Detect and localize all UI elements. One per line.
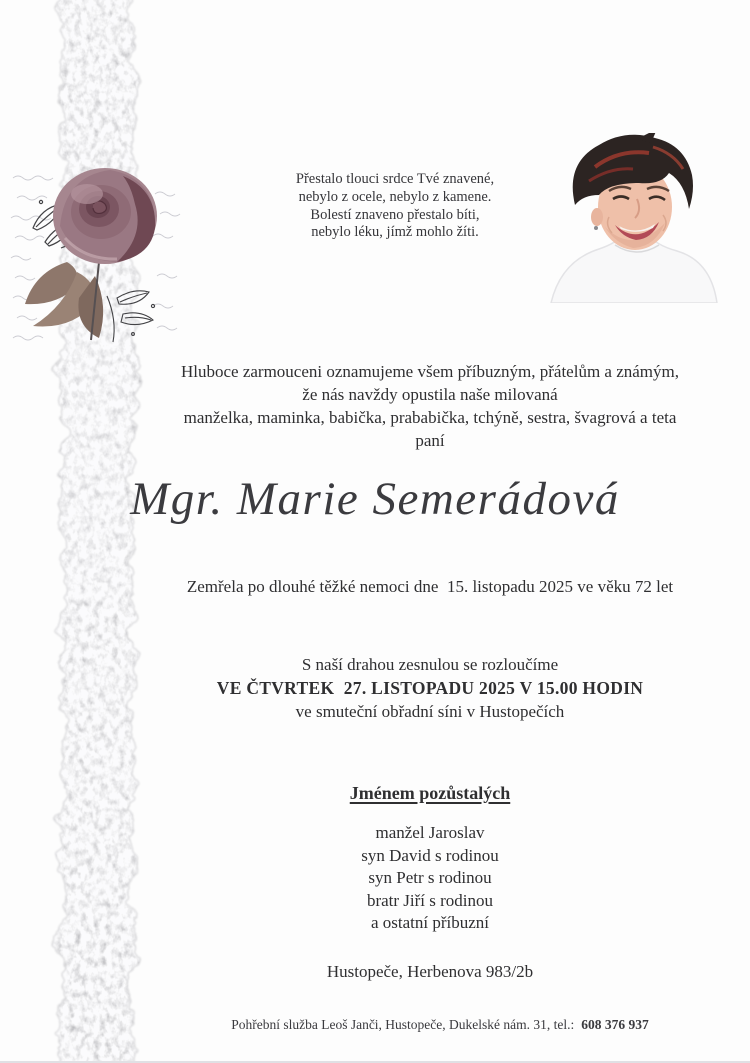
announcement bbox=[110, 360, 750, 452]
funeral-service-phone: 608 376 937 bbox=[581, 1017, 649, 1032]
farewell-info bbox=[110, 653, 750, 724]
funeral-service-footer bbox=[110, 1017, 750, 1033]
poem-line: Bolestí znaveno přestalo bíti, bbox=[310, 206, 480, 223]
family-address: Hustopeče, Herbenova 983/2b bbox=[326, 962, 534, 981]
farewell-place: ve smuteční obřadní síni v Hustopečích bbox=[295, 702, 565, 721]
survivor-item: manžel Jaroslav bbox=[375, 823, 485, 842]
funeral-service-text: Pohřební služba Leoš Janči, Hustopeče, Dukelské nám. 31, tel.: bbox=[231, 1017, 575, 1032]
leaf-lineart-lower bbox=[107, 291, 155, 342]
farewell-intro: S naší drahou zesnulou se rozloučíme bbox=[301, 655, 559, 674]
announcement-line: že nás navždy opustila naše milovaná bbox=[302, 385, 558, 404]
deceased-name: Mgr. Marie Semerádová bbox=[130, 473, 620, 525]
announcement-line: manželka, maminka, babička, prababička, tchýně, sestra, švagrová a teta bbox=[183, 408, 677, 427]
survivors-list bbox=[110, 822, 750, 935]
announcement-line: Hluboce zarmouceni oznamujeme všem příbuzným, přátelům a známým, bbox=[180, 362, 680, 381]
rose-leaves bbox=[25, 262, 103, 340]
rose-flower bbox=[53, 168, 157, 264]
survivor-item: a ostatní příbuzní bbox=[370, 913, 490, 933]
poem-line: nebylo z ocele, nebylo z kamene. bbox=[298, 188, 492, 205]
poem-line: Přestalo tlouci srdce Tvé znavené, bbox=[295, 171, 495, 187]
rose-decoration bbox=[5, 156, 195, 351]
survivors-heading: Jménem pozůstalých bbox=[349, 783, 511, 803]
death-statement: Zemřela po dlouhé těžké nemoci dne 15. listopadu 2025 ve věku 72 let bbox=[186, 577, 674, 596]
survivor-item: syn Petr s rodinou bbox=[368, 868, 492, 888]
survivor-item: syn David s rodinou bbox=[361, 845, 499, 865]
farewell-datetime: VE ČTVRTEK 27. LISTOPADU 2025 V 15.00 HODIN bbox=[216, 677, 644, 698]
memorial-poem bbox=[215, 171, 575, 242]
announcement-line: paní bbox=[415, 431, 445, 450]
poem-line: nebylo léku, jímž mohlo žíti. bbox=[311, 224, 479, 241]
survivor-item: bratr Jiří s rodinou bbox=[366, 890, 494, 910]
